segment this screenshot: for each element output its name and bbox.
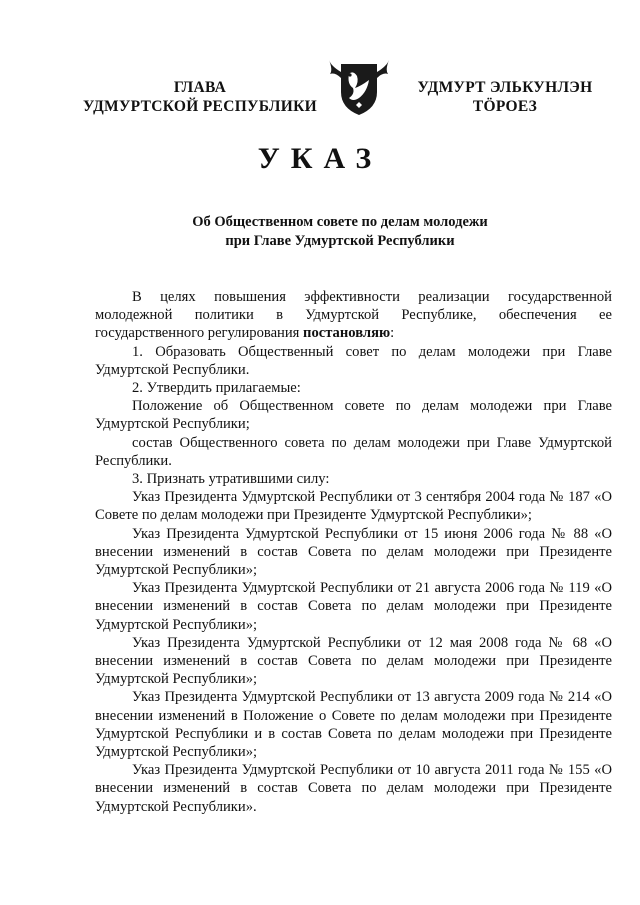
udmurt-coat-of-arms-icon <box>327 58 391 118</box>
item-3: 3. Признать утратившими силу: <box>132 471 330 488</box>
header-left-line2: УДМУРТСКОЙ РЕСПУБЛИКИ <box>82 98 317 115</box>
preamble-paragraph <box>95 288 612 343</box>
item-2b: состав Общественного совета по делам молодежи при Главе Удмуртской Республики. <box>95 434 612 469</box>
preamble-text: В целях повышения эффективности реализации государственной молодежной политики в Удмуртской Республике, обеспечения ее государственного регулирования <box>95 289 612 342</box>
document-subject <box>90 213 590 251</box>
item-3c: Указ Президента Удмуртской Республики от 21 августа 2006 года № 119 «О внесении изменений в состав Совета по делам молодежи при Президенте Удмуртской Республики»; <box>95 580 612 633</box>
item-3b: Указ Президента Удмуртской Республики от 15 июня 2006 года № 88 «О внесении изменений в состав Совета по делам молодежи при Президенте Удмуртской Республики»; <box>95 525 612 579</box>
document-title: УКАЗ <box>257 142 383 175</box>
document-body <box>95 288 612 816</box>
header-right-line1: УДМУРТ ЭЛЬКУНЛЭН <box>417 79 593 96</box>
header-right-line2: ТӦРОЕЗ <box>472 98 538 115</box>
item-3a: Указ Президента Удмуртской Республики от 3 сентября 2004 года № 187 «О Совете по делам молодежи при Президенте Удмуртской Республики»; <box>95 489 612 524</box>
subject-line2: при Главе Удмуртской Республики <box>225 233 455 249</box>
header-left <box>70 78 330 116</box>
preamble-decree-word: постановляю <box>303 325 391 342</box>
item-1: 1. Образовать Общественный совет по делам молодежи при Главе Удмуртской Республики. <box>95 343 612 378</box>
item-3f: Указ Президента Удмуртской Республики от 10 августа 2011 года № 155 «О внесении изменений в состав Совета по делам молодежи при Президенте Удмуртской Республики». <box>95 762 612 815</box>
header-right <box>400 78 610 116</box>
item-3d: Указ Президента Удмуртской Республики от 12 мая 2008 года № 68 «О внесении изменений в состав Совета по делам молодежи при Президенте Удмуртской Республики»; <box>95 634 612 688</box>
item-2: 2. Утвердить прилагаемые: <box>132 380 301 397</box>
item-2a: Положение об Общественном совете по делам молодежи при Главе Удмуртской Республики; <box>95 398 612 433</box>
item-3e: Указ Президента Удмуртской Республики от 13 августа 2009 года № 214 «О внесении изменений в Положение о Совете по делам молодежи при Президенте Удмуртской Республики и в состав Совета по делам молодежи при Президенте Удмуртской Республики»; <box>95 689 612 761</box>
header-left-line1: ГЛАВА <box>173 79 227 96</box>
subject-line1: Об Общественном совете по делам молодежи <box>192 214 488 230</box>
preamble-colon: : <box>390 325 395 342</box>
